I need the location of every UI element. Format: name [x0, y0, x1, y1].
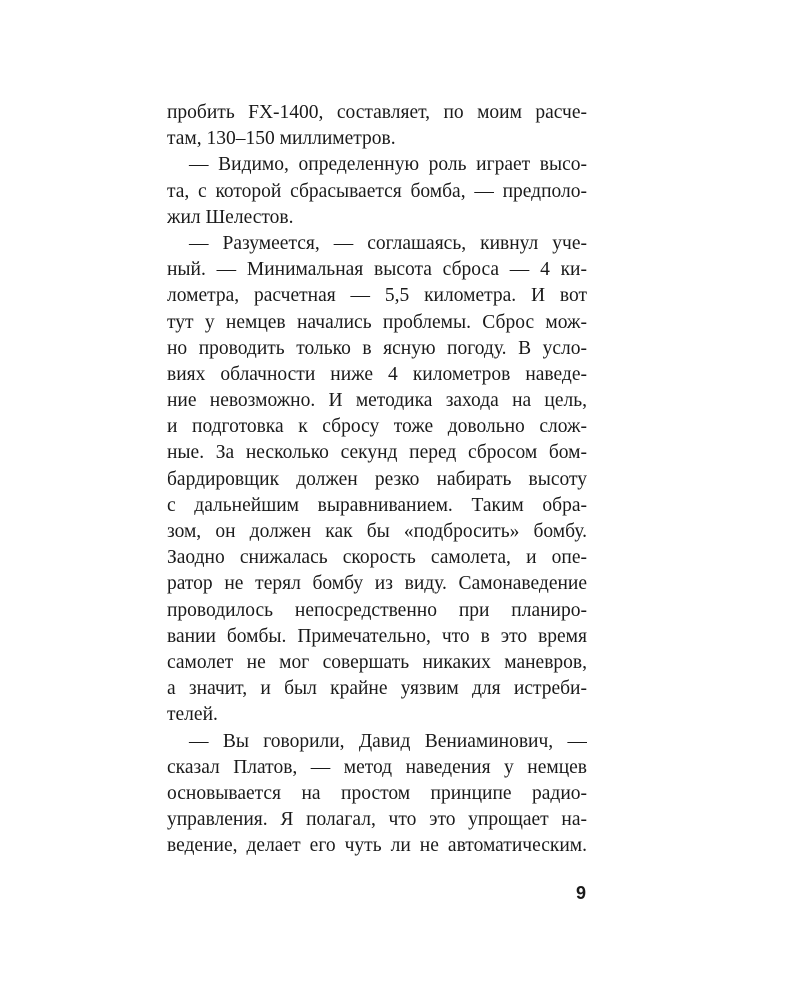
text-line: ние невозможно. И методика захода на цель,	[167, 390, 587, 412]
page-number: 9	[575, 883, 586, 903]
text-line: — Вы говорили, Давид Вениаминович, —	[189, 730, 587, 752]
text-line: ратор не терял бомбу из виду. Самонаведение	[167, 573, 587, 595]
text-line: самолет не мог совершать никаких маневров,	[167, 651, 587, 673]
text-line: проводилось непосредственно при планиро-	[167, 599, 587, 621]
text-line: тут у немцев начались проблемы. Сброс мож-	[167, 311, 587, 333]
text-line: ведение, делает его чуть ли не автоматическим.	[167, 835, 587, 857]
text-line: Заодно снижалась скорость самолета, и опе-	[167, 547, 587, 569]
text-line: та, с которой сбрасывается бомба, — предполо-	[167, 180, 587, 202]
text-line: с дальнейшим выравниванием. Таким обра-	[167, 494, 587, 516]
text-line: жил Шелестов.	[167, 206, 294, 228]
text-line: пробить FX-1400, составляет, по моим расче-	[167, 102, 587, 123]
text-line: сказал Платов, — метод наведения у немцев	[167, 756, 587, 778]
text-line: — Разумеется, — соглашаясь, кивнул уче-	[189, 232, 587, 254]
text-line: ный. — Минимальная высота сброса — 4 ки-	[167, 259, 587, 281]
text-line: а значит, и был крайне уязвим для истреби-	[167, 678, 587, 700]
text-line: управления. Я полагал, что это упрощает на-	[167, 809, 587, 831]
body-text	[167, 100, 587, 859]
text-line: основывается на простом принципе радио-	[167, 782, 587, 804]
text-line: но проводить только в ясную погоду. В усло-	[167, 337, 587, 359]
text-line: лометра, расчетная — 5,5 километра. И вот	[167, 285, 587, 307]
text-line: виях облачности ниже 4 километров наведе-	[167, 363, 587, 385]
text-line: и подготовка к сбросу тоже довольно слож-	[167, 416, 587, 438]
text-line: телей.	[167, 704, 218, 726]
text-line: бардировщик должен резко набирать высоту	[167, 468, 587, 490]
text-line: вании бомбы. Примечательно, что в это время	[167, 625, 587, 647]
text-line: ные. За несколько секунд перед сбросом бом-	[167, 442, 587, 464]
text-line: — Видимо, определенную роль играет высо-	[189, 154, 587, 176]
text-line: там, 130–150 миллиметров.	[167, 128, 396, 150]
text-line: зом, он должен как бы «подбросить» бомбу.	[167, 521, 587, 542]
